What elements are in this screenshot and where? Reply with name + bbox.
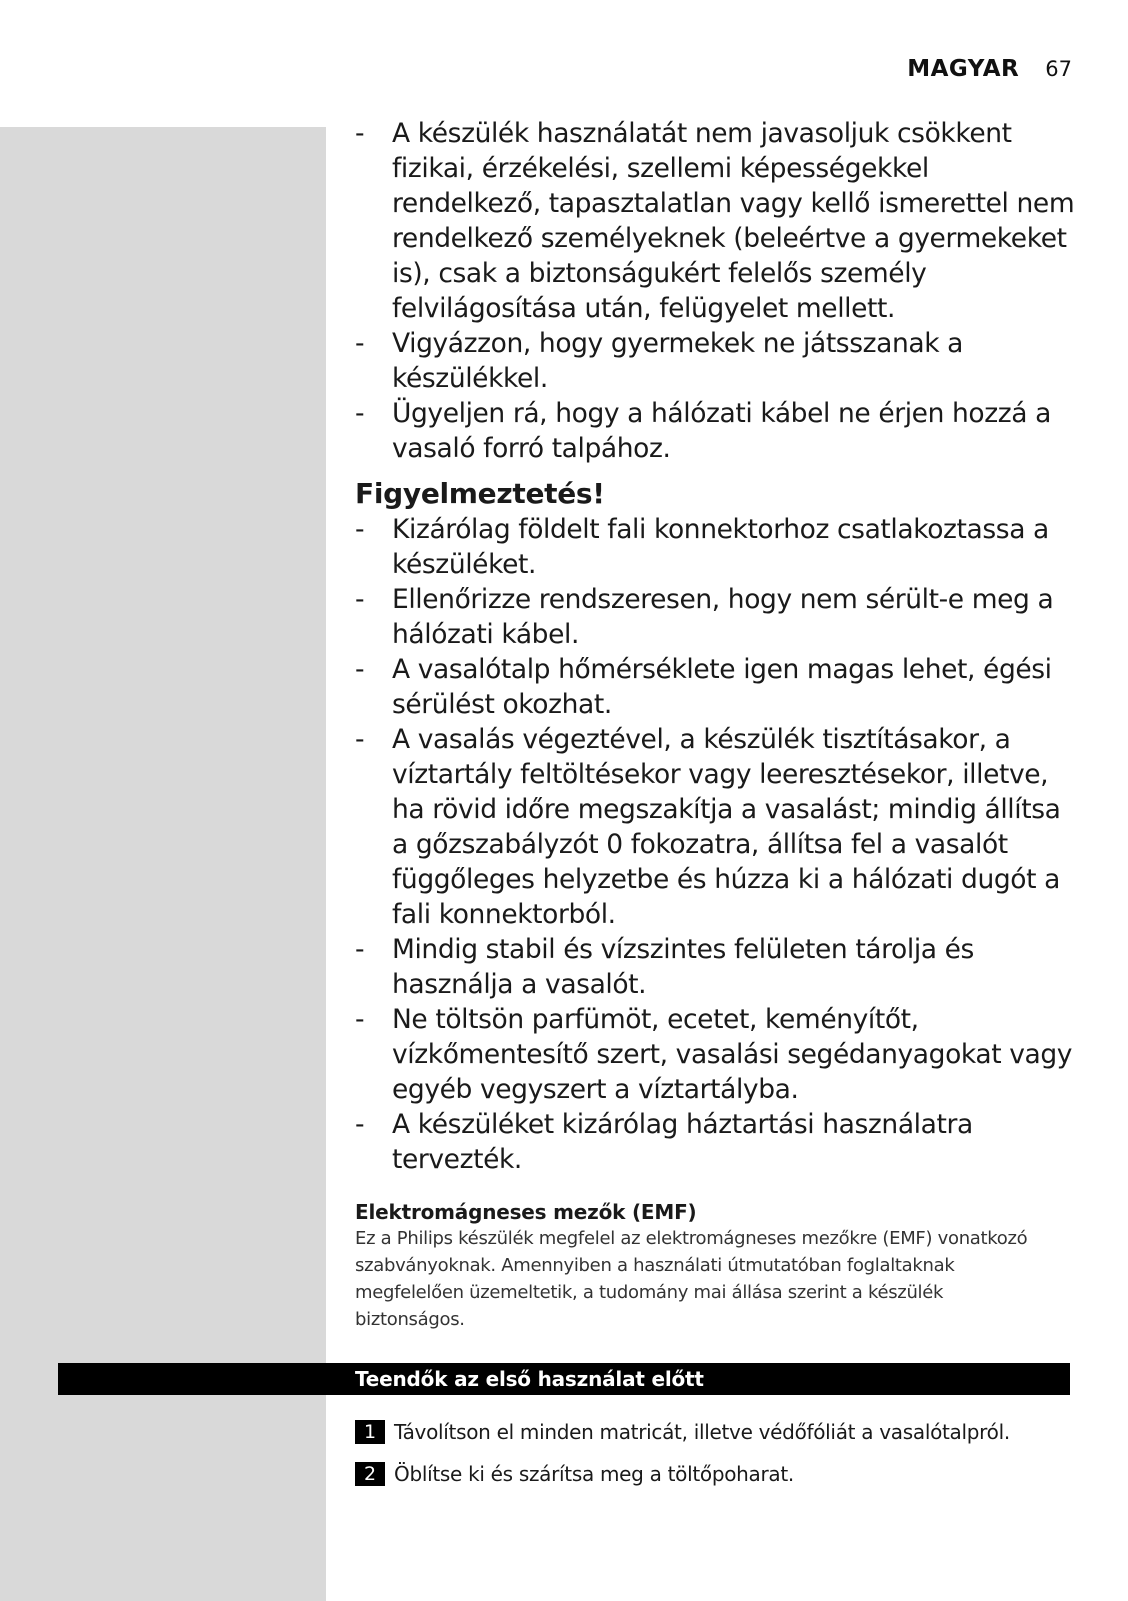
warning-heading: Figyelmeztetés! [355,477,605,510]
section-header-bar [58,1363,1070,1395]
bullet-item: - A vasalás végeztével, a készülék tisztításakor, a víztartály feltöltésekor vagy leeresztésekor, illetve, ha rövid időre megszakítja a vasalást; mindig állítsa a gőzszabályzót 0 fokozatra, állítsa fel a vasalót függőleges helyzetbe és húzza ki a hálózati dugót a fali konnektorból. [355,722,1075,932]
bullet-item: - Ne töltsön parfümöt, ecetet, keményítőt, vízkőmentesítő szert, vasalási segédanyagokat vagy egyéb vegyszert a víztartályba. [355,1002,1075,1107]
emf-title: Elektromágneses mezők (EMF) [355,1200,697,1224]
step-text: Öblítse ki és szárítsa meg a töltőpoharat. [394,1462,794,1486]
bullet-item: - A készülék használatát nem javasoljuk csökkent fizikai, érzékelési, szellemi képességekkel rendelkező, tapasztalatlan vagy kellő ismerettel nem rendelkező személyeknek (beleértve a gyermekeket is), csak a biztonságukért felelős személy felvilágosítása után, felügyelet mellett. [355,116,1075,326]
emf-text: Ez a Philips készülék megfelel az elektromágneses mezőkre (EMF) vonatkozó szabványoknak. Amennyiben a használati útmutatóban foglaltaknak megfelelően üzemeltetik, a tudomány mai állása szerint a készülék biztonságos. [355,1228,1028,1330]
step-list [355,1420,1075,1504]
warning-bullet-list [355,512,1075,1177]
intro-bullet-list [355,116,1075,466]
main-content [355,116,1075,1333]
step-text: Távolítson el minden matricát, illetve védőfóliát a vasalótalpról. [394,1420,1010,1444]
step-number-badge: 2 [355,1462,385,1486]
bullet-item: - Kizárólag földelt fali konnektorhoz csatlakoztassa a készüléket. [355,512,1075,582]
bullet-item: - Vigyázzon, hogy gyermekek ne játsszanak a készülékkel. [355,326,1075,396]
step-item [355,1420,1075,1444]
bullet-item: - A vasalótalp hőmérséklete igen magas lehet, égési sérülést okozhat. [355,652,1075,722]
section-title: Teendők az első használat előtt [355,1367,704,1391]
page-number: 67 [1045,57,1072,81]
language-label: MAGYAR [907,56,1020,82]
bullet-item: - Mindig stabil és vízszintes felületen tárolja és használja a vasalót. [355,932,1075,1002]
step-item [355,1462,1075,1486]
page-header [907,56,1072,82]
bullet-item: - Ellenőrizze rendszeresen, hogy nem sérült-e meg a hálózati kábel. [355,582,1075,652]
step-number-badge: 1 [355,1420,385,1444]
bullet-item: - A készüléket kizárólag háztartási használatra tervezték. [355,1107,1075,1177]
bullet-item: - Ügyeljen rá, hogy a hálózati kábel ne érjen hozzá a vasaló forró talpához. [355,396,1075,466]
